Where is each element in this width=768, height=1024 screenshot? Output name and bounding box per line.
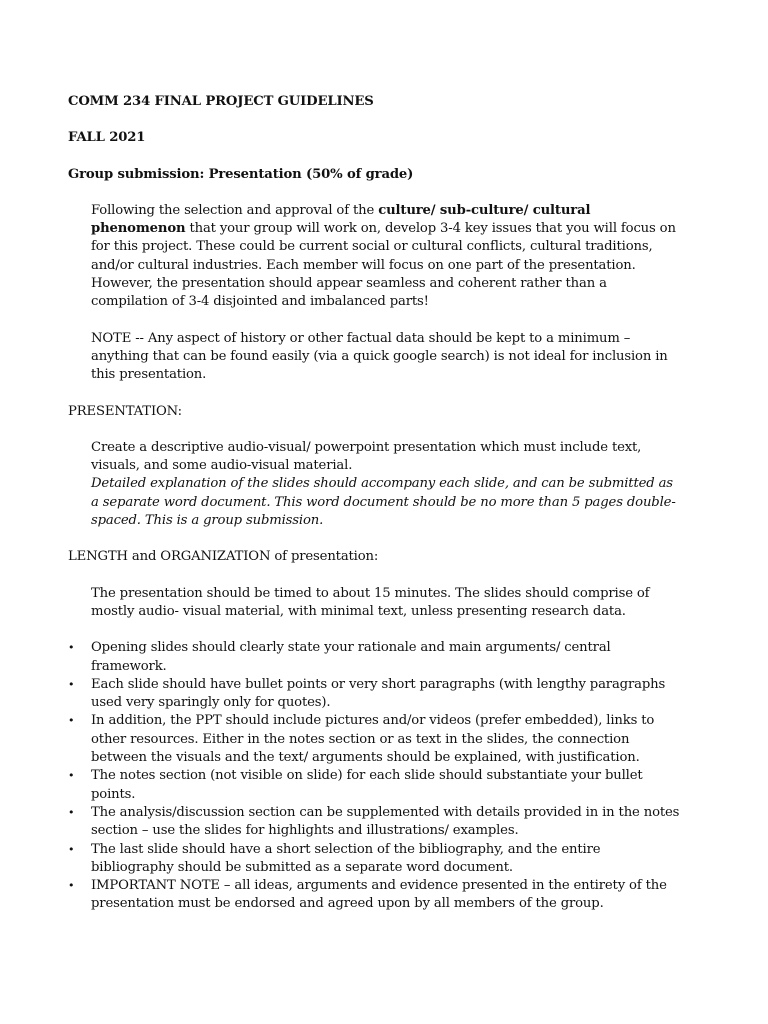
intro-paragraph	[91, 202, 683, 312]
list-item	[68, 712, 683, 767]
bullet-icon: •	[68, 641, 75, 655]
length-paragraph: The presentation should be timed to about 15 minutes. The slides should comprise of mostly audio- visual material, with minimal text, unless presenting research data.	[91, 585, 650, 619]
document-body	[68, 93, 688, 914]
bullet-text: The last slide should have a short selection of the bibliography, and the entire bibliography should be submitted as a separate word document.	[91, 841, 601, 875]
list-item	[68, 877, 683, 914]
note-paragraph: NOTE -- Any aspect of history or other factual data should be kept to a minimum – anything that can be found easily (via a quick google search) is not ideal for inclusion in this presentation.	[91, 330, 668, 383]
list-item	[68, 841, 683, 878]
guidelines-bullet-list	[68, 639, 688, 913]
document-title: COMM 234 FINAL PROJECT GUIDELINES	[68, 94, 374, 109]
presentation-heading: PRESENTATION:	[68, 403, 182, 419]
list-item	[68, 767, 683, 804]
presentation-paragraph: Create a descriptive audio-visual/ powerpoint presentation which must include text, visuals, and some audio-visual material.	[91, 439, 642, 474]
intro-emphasis: culture/ sub-culture/ cultural phenomenon	[91, 202, 591, 237]
bullet-icon: •	[68, 805, 75, 819]
document-term: FALL 2021	[68, 130, 146, 146]
bullet-icon: •	[68, 879, 75, 893]
intro-rest: that your group will work on, develop 3-4 key issues that you will focus on for this project. These could be current social or cultural conflicts, cultural traditions, and/or cultural industries. Each member will focus on one part of the presentation. However, the presentation should appear seamless and coherent rather than a compilation of 3-4 disjointed and imbalanced parts!	[91, 221, 676, 310]
list-item	[68, 804, 683, 841]
list-item	[68, 676, 683, 713]
bullet-icon: •	[68, 769, 75, 783]
intro-lead: Following the selection and approval of the	[91, 202, 379, 218]
bullet-text: Each slide should have bullet points or very short paragraphs (with lengthy paragraphs used very sparingly only for quotes).	[91, 676, 666, 711]
bullet-text: The analysis/discussion section can be supplemented with details provided in in the notes section – use the slides for highlights and illustrations/ examples.	[91, 804, 680, 839]
bullet-text: The notes section (not visible on slide) for each slide should substantiate your bullet points.	[91, 768, 643, 802]
bullet-text: Opening slides should clearly state your rationale and main arguments/ central framework.	[91, 640, 611, 674]
presentation-italic-paragraph: Detailed explanation of the slides should accompany each slide, and can be submitted as a separate word document. This word document should be no more than 5 pages double-spaced. This is a group submission.	[91, 476, 676, 529]
group-submission-heading: Group submission: Presentation (50% of grade)	[68, 166, 414, 182]
length-heading: LENGTH and ORGANIZATION of presentation:	[68, 549, 379, 565]
bullet-text: IMPORTANT NOTE – all ideas, arguments and evidence presented in the entirety of the presentation must be endorsed and agreed upon by all members of the group.	[91, 878, 667, 912]
list-item	[68, 639, 683, 676]
bullet-text: In addition, the PPT should include pictures and/or videos (prefer embedded), links to other resources. Either in the notes section or as text in the slides, the connection between the visuals and the text/ arguments should be explained, with justification.	[91, 713, 655, 766]
bullet-icon: •	[68, 842, 75, 856]
bullet-icon: •	[68, 714, 75, 728]
bullet-icon: •	[68, 677, 75, 691]
